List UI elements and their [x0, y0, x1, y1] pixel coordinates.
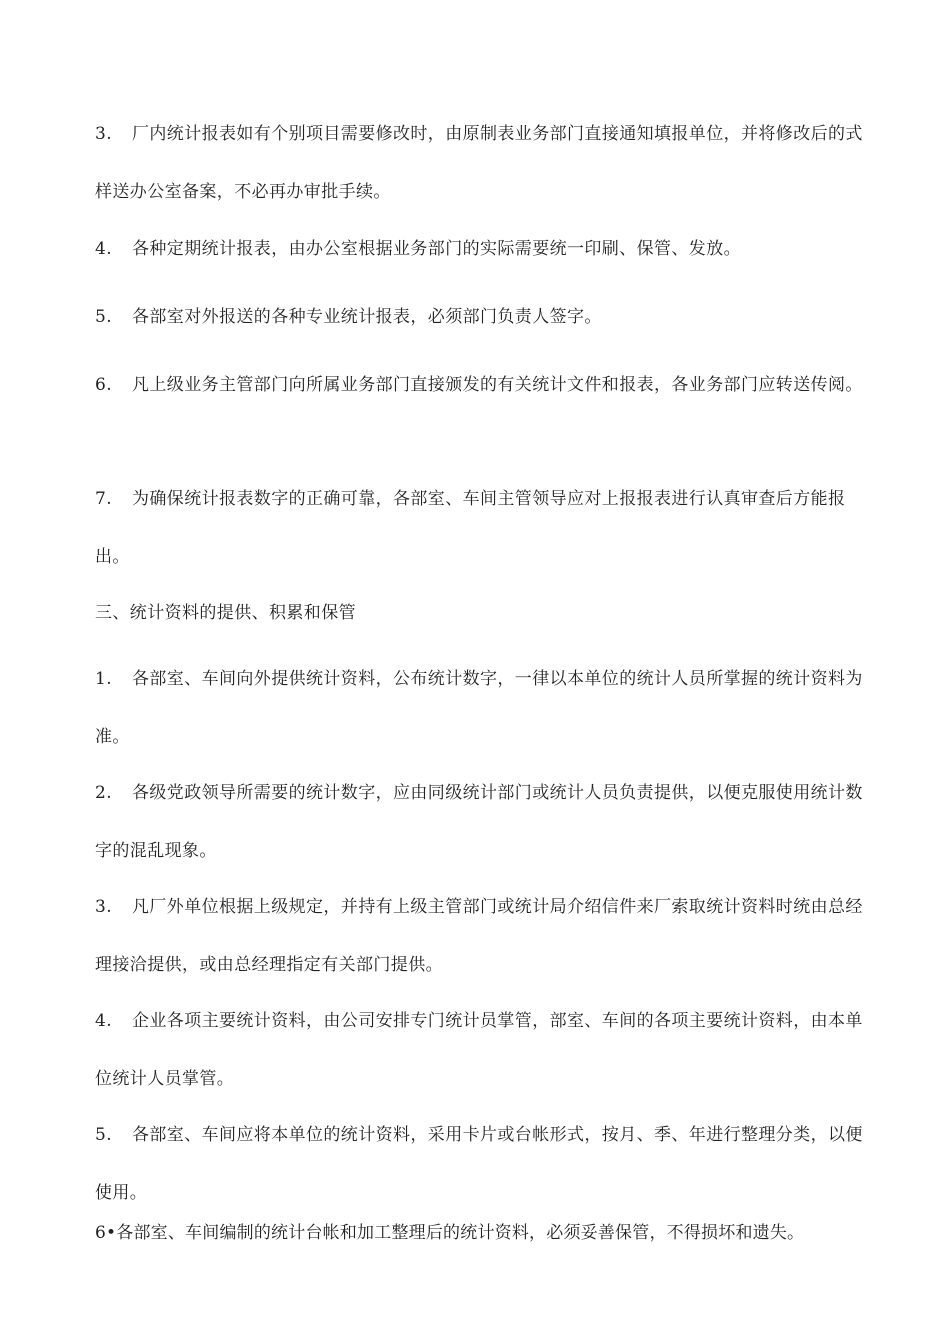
paragraph-text: 各部室、车间向外提供统计资料，公布统计数字，一律以本单位的统计人员所掌握的统计资料为准。	[95, 669, 863, 747]
paragraph-text: 各级党政领导所需要的统计数字，应由同级统计部门或统计人员负责提供，以便克服使用统计数字的混乱现象。	[95, 783, 863, 861]
paragraph-text: 企业各项主要统计资料，由公司安排专门统计员掌管，部室、车间的各项主要统计资料，由本单位统计人员掌管。	[95, 1011, 863, 1089]
paragraph-text: 各部室对外报送的各种专业统计报表，必须部门负责人签字。	[132, 307, 602, 327]
paragraph-number: 6.	[95, 375, 113, 395]
paragraph-text: 各种定期统计报表，由办公室根据业务部门的实际需要统一印刷、保管、发放。	[132, 239, 741, 259]
paragraph-number: 3.	[95, 897, 113, 917]
paragraph-number: 3.	[95, 124, 113, 144]
paragraph-7	[95, 470, 865, 586]
paragraph-4	[95, 220, 865, 278]
paragraph-text: 为确保统计报表数字的正确可靠，各部室、车间主管领导应对上报报表进行认真审查后方能报出。	[95, 489, 846, 567]
paragraph-3	[95, 105, 865, 221]
paragraph-number: 4.	[95, 239, 113, 259]
paragraph-6-final: 6•各部室、车间编制的统计台帐和加工整理后的统计资料，必须妥善保管，不得损坏和遗失。	[95, 1223, 805, 1243]
paragraph-text: 凡厂外单位根据上级规定，并持有上级主管部门或统计局介绍信件来厂索取统计资料时统由总经理接洽提供，或由总经理指定有关部门提供。	[95, 897, 863, 975]
section-paragraph-2	[95, 764, 865, 880]
paragraph-number: 5.	[95, 307, 113, 327]
paragraph-text: 凡上级业务主管部门向所属业务部门直接颁发的有关统计文件和报表，各业务部门应转送传阅。	[132, 375, 863, 395]
paragraph-5	[95, 288, 865, 346]
section-paragraph-1	[95, 650, 865, 766]
paragraph-number: 5.	[95, 1125, 113, 1145]
section-paragraph-5	[95, 1106, 865, 1222]
section-paragraph-4	[95, 992, 865, 1108]
section-paragraph-3	[95, 878, 865, 994]
paragraph-number: 7.	[95, 489, 113, 509]
paragraph-6	[95, 356, 865, 414]
paragraph-number: 2.	[95, 783, 113, 803]
paragraph-text: 厂内统计报表如有个别项目需要修改时，由原制表业务部门直接通知填报单位，并将修改后的式样送办公室备案，不必再办审批手续。	[95, 124, 863, 202]
paragraph-number: 4.	[95, 1011, 113, 1031]
paragraph-number: 1.	[95, 669, 113, 689]
section-heading: 三、统计资料的提供、积累和保管	[95, 603, 356, 623]
paragraph-text: 各部室、车间应将本单位的统计资料，采用卡片或台帐形式，按月、季、年进行整理分类，以便使用。	[95, 1125, 863, 1203]
